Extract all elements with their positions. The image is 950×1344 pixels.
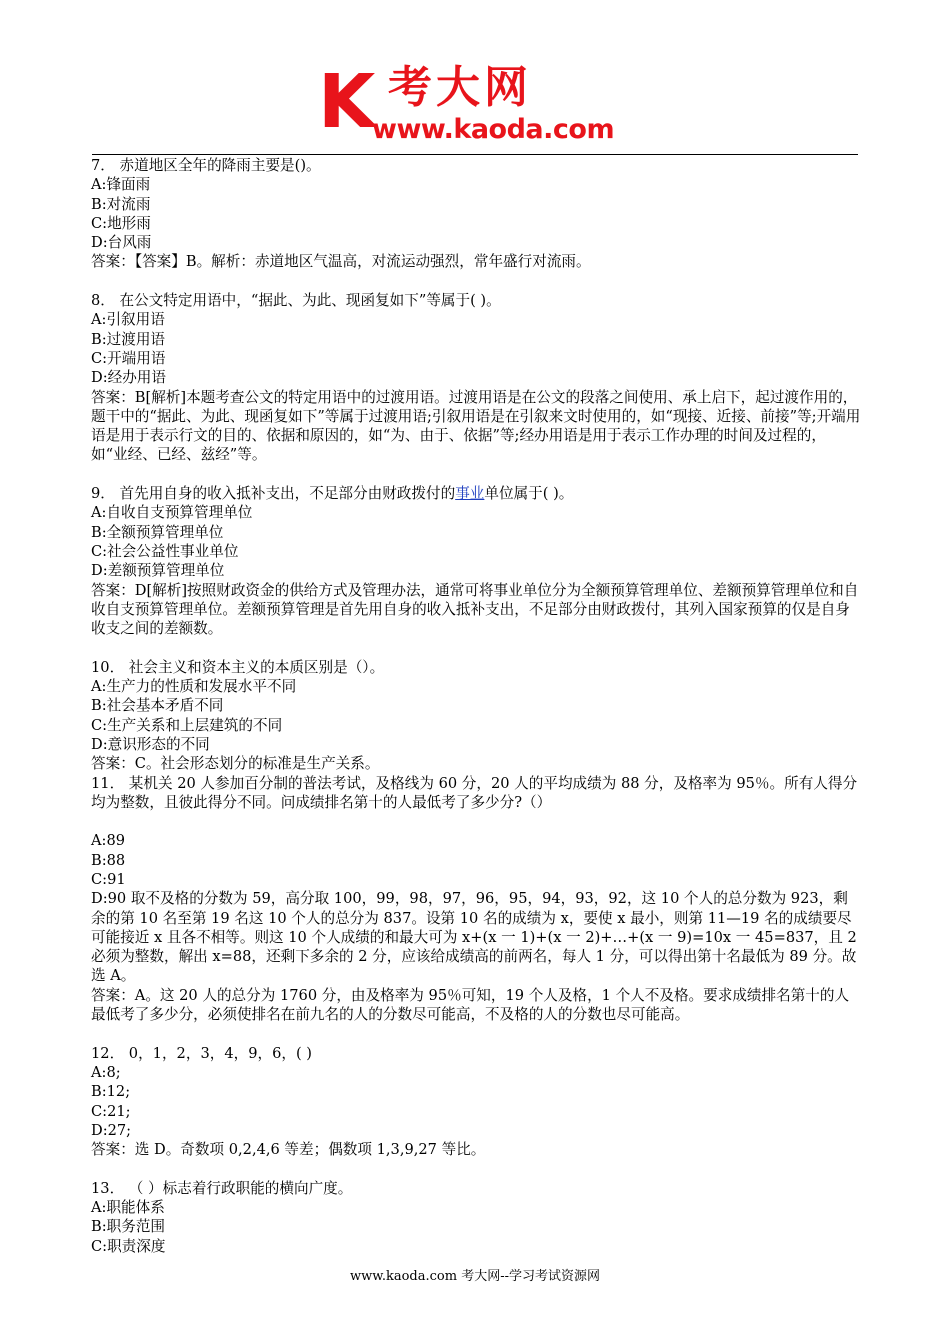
question-9 [91, 484, 861, 638]
header-rule [92, 154, 858, 155]
question-11 [91, 774, 861, 1025]
question-text-before: 9． 首先用自身的收入抵补支出，不足部分由财政拨付的 [91, 485, 456, 503]
page-footer: www.kaoda.com 考大网--学习考试资源网 [350, 1269, 600, 1284]
option-d: D:台风雨 [91, 234, 152, 252]
option-a: A:引叙用语 [91, 311, 165, 329]
question-text-after: 单位属于( )。 [484, 485, 574, 503]
option-a: A:8; [91, 1063, 121, 1081]
option-b: B:社会基本矛盾不同 [91, 697, 224, 715]
option-b: B:全额预算管理单位 [91, 523, 224, 541]
document-body [91, 156, 861, 1256]
option-c: C:地形雨 [91, 214, 151, 232]
logo-k-mark: K [318, 59, 374, 145]
option-a: A:自收自支预算管理单位 [91, 504, 253, 522]
option-d: D:意识形态的不同 [91, 735, 210, 753]
option-c: C:开端用语 [91, 349, 166, 367]
question-text: 8． 在公文特定用语中，“据此、为此、现函复如下”等属于( )。 [91, 292, 501, 310]
option-c: C:职责深度 [91, 1237, 166, 1255]
question-text: 13． （ ）标志着行政职能的横向广度。 [91, 1179, 353, 1197]
question-text: 12． 0，1，2，3，4，9，6，( ) [91, 1044, 312, 1062]
option-a: A:89 [91, 832, 126, 850]
answer-text: 答案：C。社会形态划分的标准是生产关系。 [91, 755, 380, 773]
option-d: D:差额预算管理单位 [91, 562, 225, 580]
answer-text: 答案：A。这 20 人的总分为 1760 分，由及格率为 95％可知，19 个人及格，1 个人不及格。要求成绩排名第十的人最低考了多少分，必须使排名在前九名的人的分数尽可能高，不及格的人的分数也尽可能高。 [91, 986, 850, 1024]
question-12 [91, 1044, 861, 1160]
option-a: A:锋面雨 [91, 176, 151, 194]
question-13 [91, 1179, 861, 1256]
option-b: B:对流雨 [91, 195, 151, 213]
option-c: C:生产关系和上层建筑的不同 [91, 716, 283, 734]
logo-chinese-name: 考大网 [388, 62, 532, 113]
option-b: B:过渡用语 [91, 330, 166, 348]
option-c: C:社会公益性事业单位 [91, 542, 239, 560]
question-text: 7． 赤道地区全年的降雨主要是()。 [91, 157, 321, 174]
option-b: B:职务范围 [91, 1218, 166, 1236]
option-c: C:21; [91, 1102, 131, 1120]
option-d: D:90 取不及格的分数为 59，高分取 100，99，98，97，96，95，94，93，92，这 10 个人的总分数为 923，剩余的第 10 名至第 19 名这 10 个人的总分为 837。设第 10 名的成绩为 x，要使 x 最小，则第 11—19 名的成绩要尽可能接近 x 且各不相等。则这 10 个人成绩的和最大可为 x+(x 一 1)+(x 一 2)+…+(x 一 9)=10x 一 45=837，且 2 必须为整数，解出 x=88，还剩下多余的 2 分，应该给成绩高的前两名，每人 1 分，可以得出第十名最低为 89 分。故选 A。 [91, 890, 857, 985]
page-header [0, 0, 950, 160]
shiye-link[interactable]: 事业 [455, 485, 485, 503]
question-7 [91, 156, 861, 272]
answer-text: 答案：选 D。奇数项 0,2,4,6 等差；偶数项 1,3,9,27 等比。 [91, 1141, 486, 1159]
option-d: D:经办用语 [91, 369, 166, 387]
question-text [91, 484, 861, 503]
question-text: 10． 社会主义和资本主义的本质区别是（）。 [91, 658, 385, 676]
logo-url: www.kaoda.com [372, 114, 615, 145]
option-c: C:91 [91, 870, 126, 888]
answer-text: 答案：【答案】B。解析：赤道地区气温高，对流运动强烈，常年盛行对流雨。 [91, 253, 591, 271]
answer-text: 答案：D[解析]按照财政资金的供给方式及管理办法，通常可将事业单位分为全额预算管理单位、差额预算管理单位和自收自支预算管理单位。差额预算管理是首先用自身的收入抵补支出，不足部分由财政拨付，其列入国家预算的仅是自身收支之间的差额数。 [91, 581, 859, 638]
question-text: 11． 某机关 20 人参加百分制的普法考试，及格线为 60 分，20 人的平均成绩为 88 分，及格率为 95％。所有人得分均为整数，且彼此得分不同。问成绩排名第十的人最低考了多少分?（） [91, 774, 858, 811]
option-a: A:生产力的性质和发展水平不同 [91, 678, 297, 696]
question-10 [91, 658, 861, 774]
blank-line [91, 812, 861, 831]
kaoda-logo [318, 60, 640, 148]
option-b: B:12; [91, 1083, 131, 1101]
answer-text: 答案：B[解析]本题考查公文的特定用语中的过渡用语。过渡用语是在公文的段落之间使用、承上启下，起过渡作用的，题干中的“据此、为此、现函复如下”等属于过渡用语;引叙用语是在引叙来文时使用的，如“现接、近接、前接”等;开端用语是用于表示行文的目的、依据和原因的，如“为、由于、依据”等;经办用语是用于表示工作办理的时间及过程的，如“业经、已经、兹经”等。 [91, 388, 861, 464]
question-8 [91, 291, 861, 465]
option-b: B:88 [91, 851, 126, 869]
option-d: D:27; [91, 1121, 132, 1139]
option-a: A:职能体系 [91, 1199, 165, 1217]
